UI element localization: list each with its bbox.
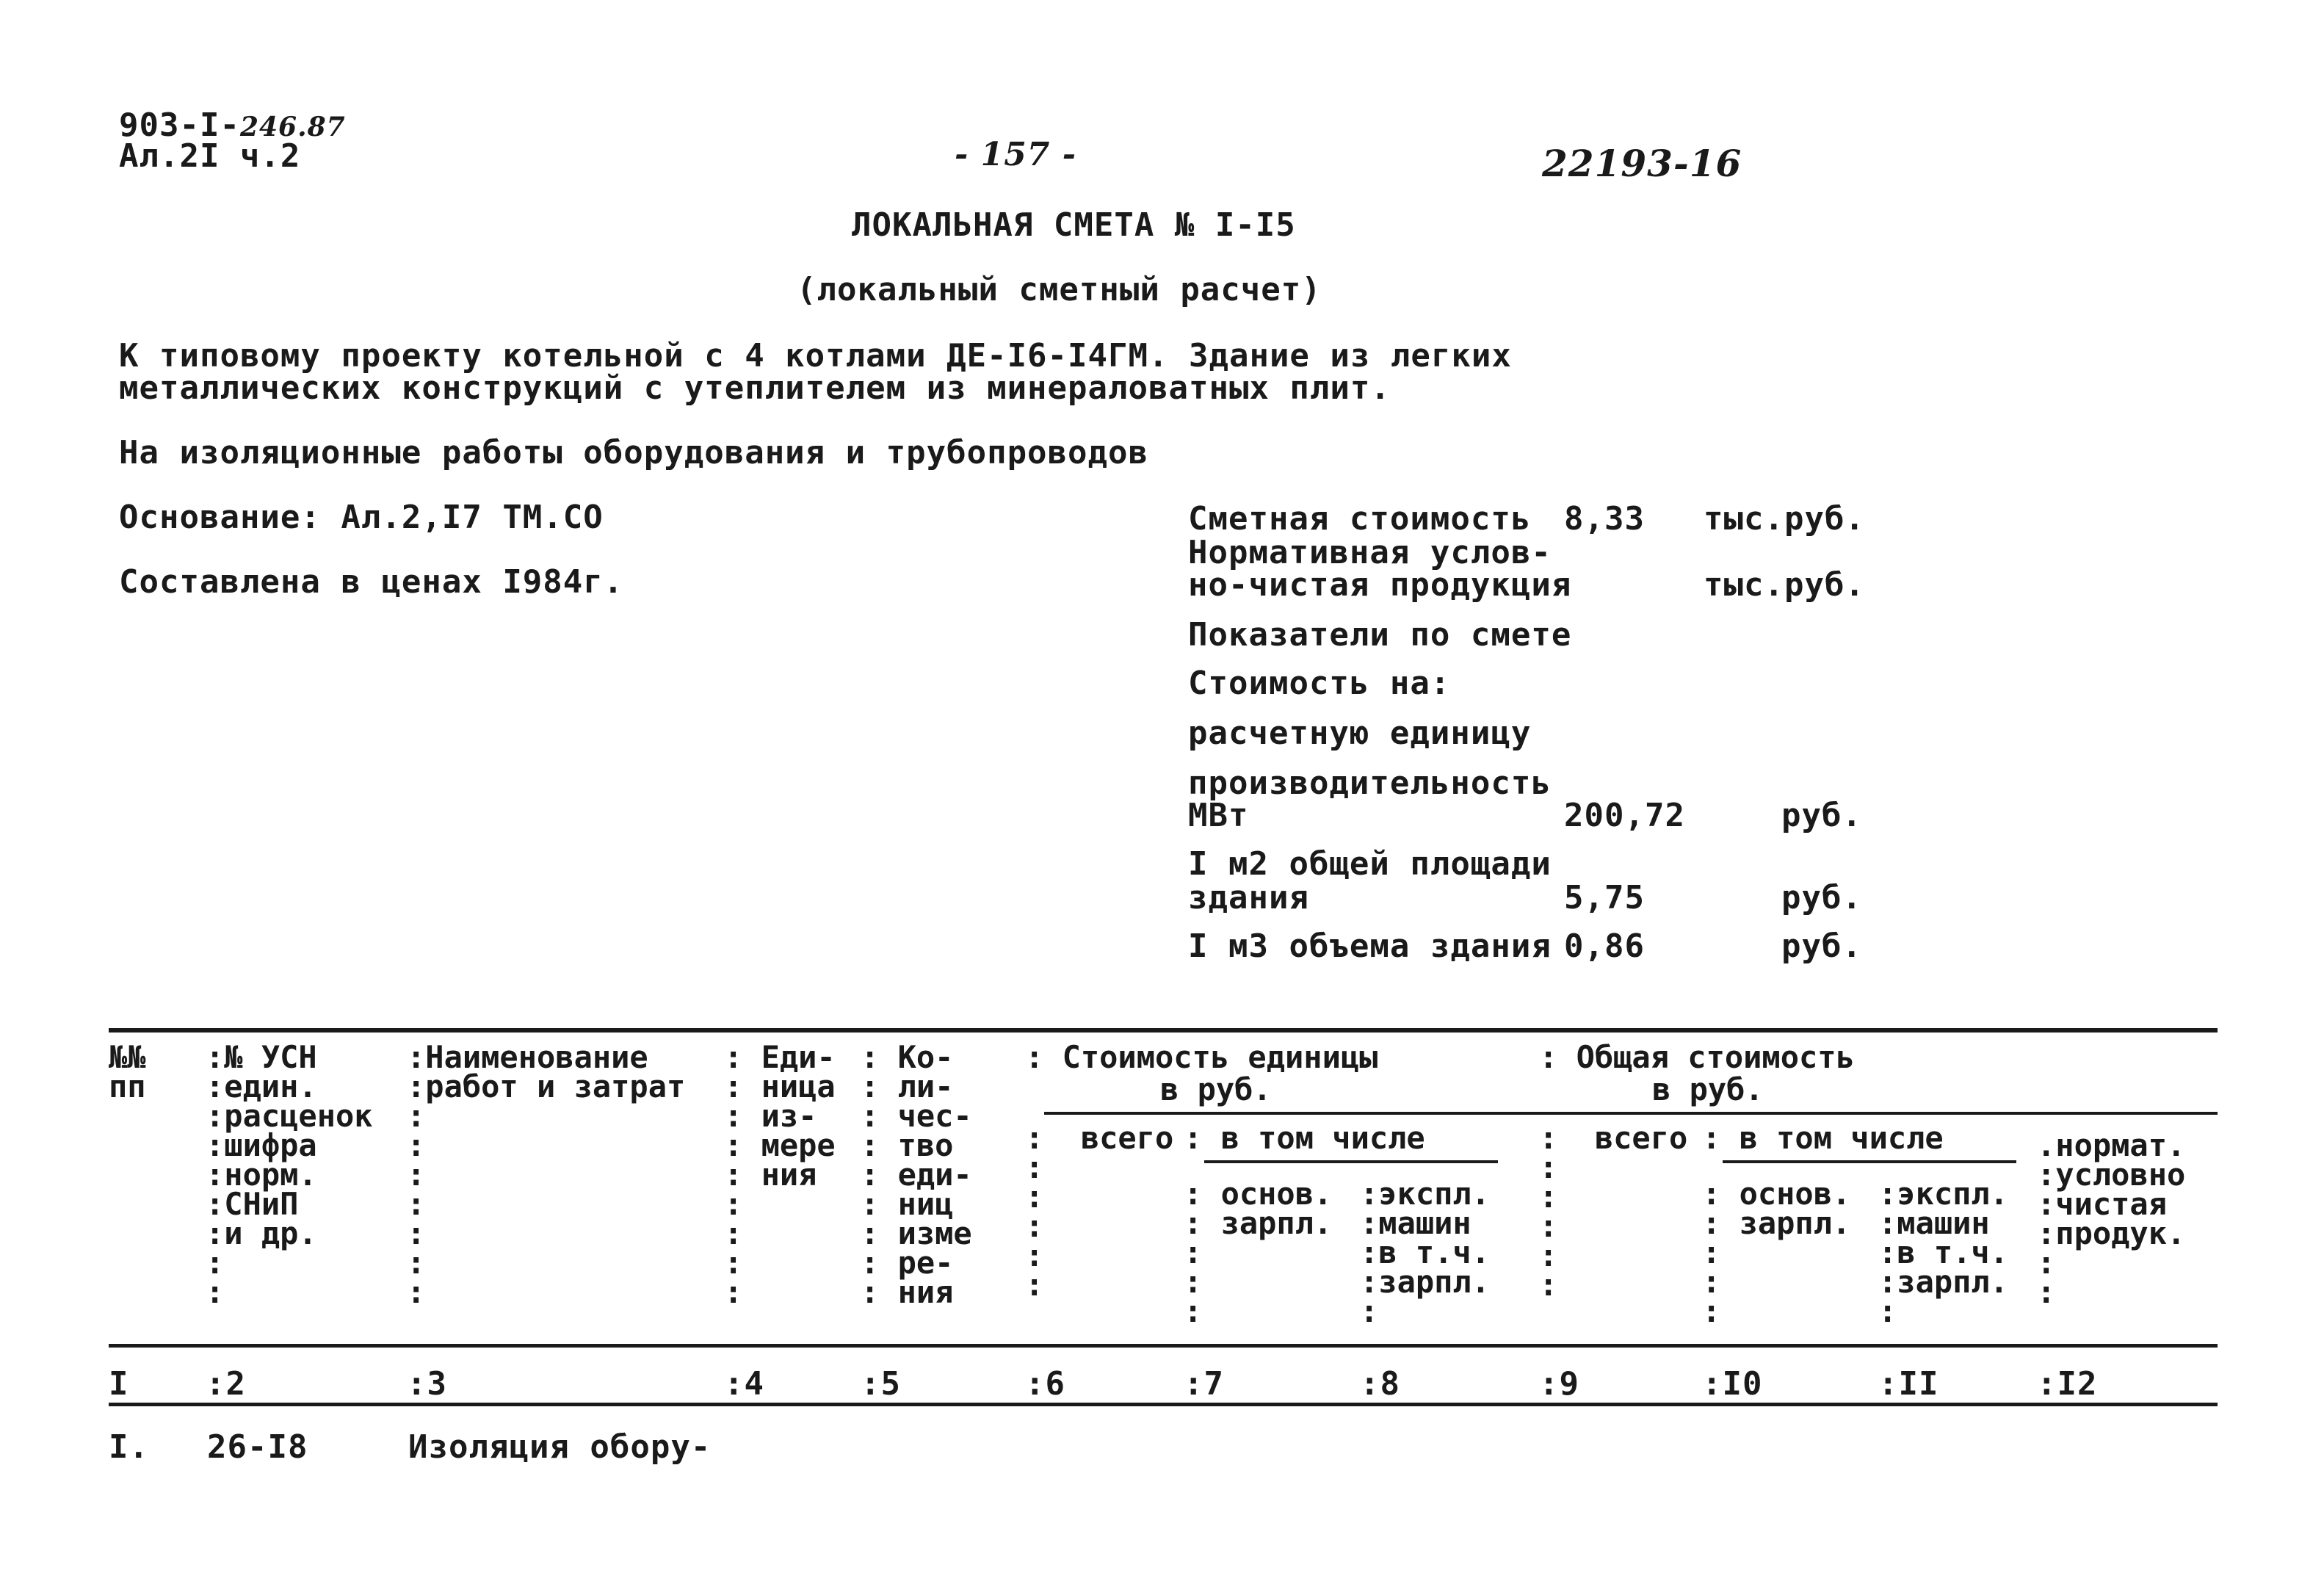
col-number-11: :II [1878,1365,1939,1403]
page-title: ЛОКАЛЬНАЯ СМЕТА № I-I5 [852,206,1296,244]
intro-line-2: металлических конструкций с утеплителем из минераловатных плит. [119,369,1391,407]
col-unit-total-header: : всего : : : : : [1025,1120,1174,1303]
normative-label-2: но-чистая продукция [1188,566,1572,604]
purpose-text: На изоляционные работы оборудования и трубопроводов [119,434,1149,471]
volume-label: I м3 объема здания [1188,927,1552,965]
calc-unit-label: расчетную единицу [1188,715,1532,752]
col-number-3: :3 [407,1365,447,1403]
intro-line-1: К типовому проекту котельной с 4 котлами ДЕ-I6-I4ГМ. Здание из легких [119,337,1512,375]
col-number-8: :8 [1360,1365,1400,1403]
col-number-7: :7 [1184,1365,1224,1403]
row-name: Изоляция обору- [408,1428,712,1466]
doc-code-prefix: 903-I- [119,106,240,144]
area-unit: руб. [1781,879,1862,916]
unit-cost-subheader: в руб. [1160,1071,1272,1107]
col-number-10: :I0 [1702,1365,1763,1403]
cost-per-label: Стоимость на: [1188,665,1451,702]
area-value: 5,75 [1564,879,1645,916]
col-net-product-header: .нормат. :условно :чистая :продук. : : [2037,1127,2186,1310]
cost-group-rule [1044,1112,2218,1115]
volume-unit: руб. [1781,927,1862,965]
total-cost-subheader: в руб. [1652,1071,1764,1107]
col-number-header: №№ пп [109,1039,146,1104]
unit-incl-header: : в том числе [1184,1120,1425,1156]
capacity-value: 200,72 [1564,797,1685,834]
capacity-label-2: МВт [1188,797,1249,834]
row-code: 26-I8 [207,1428,308,1466]
col-number-12: :I2 [2037,1365,2098,1403]
col-number-5: :5 [861,1365,901,1403]
basis-text: Основание: Ал.2,I7 ТМ.СО [119,499,604,536]
page-number: - 157 - [955,136,1077,173]
header-bottom-rule [109,1344,2218,1348]
area-label-1: I м2 общей площади [1188,845,1552,883]
capacity-label-1: производительность [1188,764,1552,802]
col-unit-machines-header: :экспл. :машин :в т.ч. :зарпл. : [1360,1176,1491,1329]
total-incl-rule [1723,1160,2016,1163]
col-number-6: :6 [1025,1365,1065,1403]
volume-value: 0,86 [1564,927,1645,965]
unit-incl-rule [1204,1160,1498,1163]
estimated-cost-label: Сметная стоимость [1188,500,1532,538]
estimated-cost-value: 8,33 [1564,500,1645,538]
normative-unit: тыс.руб. [1704,566,1865,604]
numbers-rule [109,1403,2218,1406]
col-number-9: :9 [1539,1365,1579,1403]
total-cost-header: : Общая стоимость [1539,1039,1855,1075]
album-ref: Ал.2I ч.2 [119,137,301,175]
col-name-header: :Наименование :работ и затрат : : : : : : : [407,1039,686,1310]
col-total-wage-header: : основ. : зарпл. : : : [1702,1176,1851,1329]
col-total-machines-header: :экспл. :машин :в т.ч. :зарпл. : [1878,1176,2009,1329]
col-total-header: : всего : : : : : [1539,1120,1688,1303]
doc-code-handwritten: 246.87 [239,112,346,142]
unit-cost-header: : Стоимость единицы [1025,1039,1378,1075]
col-number-4: :4 [724,1365,764,1403]
col-unit-wage-header: : основ. : зарпл. : : : [1184,1176,1333,1329]
indicators-heading: Показатели по смете [1188,616,1572,654]
estimated-cost-unit: тыс.руб. [1704,500,1865,538]
capacity-unit: руб. [1781,797,1862,834]
table-top-rule [109,1028,2218,1033]
row-number: I. [109,1428,149,1466]
col-number-2: :2 [206,1365,246,1403]
prices-text: Составлена в ценах I984г. [119,563,624,601]
col-number-1: I [109,1365,129,1403]
col-qty-header: : Ко- : ли- : чес- : тво : еди- : ниц : изме : ре- : ния [861,1039,972,1310]
col-unit-header: : Еди- : ница : из- : мере : ния : : : : [724,1039,836,1310]
col-code-header: :№ УСН :един. :расценок :шифра :норм. :СНиП :и др. : : [206,1039,373,1310]
inventory-number: 22193-16 [1542,142,1742,185]
area-label-2: здания [1188,879,1309,916]
total-incl-header: : в том числе [1702,1120,1944,1156]
normative-label-1: Нормативная услов- [1188,534,1552,571]
page-subtitle: (локальный сметный расчет) [797,271,1322,308]
